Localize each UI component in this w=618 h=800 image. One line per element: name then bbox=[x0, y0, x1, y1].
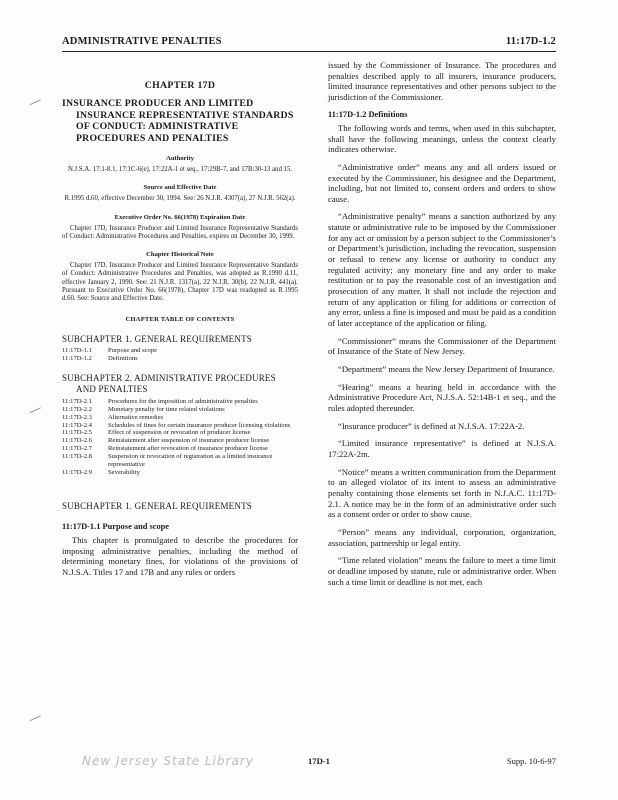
toc-entry bbox=[62, 437, 298, 445]
toc-entry bbox=[62, 469, 298, 477]
body-paragraph: “Administrative penalty” means a sanction authorized by any statute or administrative rule to be imposed by the Commissioner for any act or omission by a person subject to the Commissioner’s or Department’s jurisdiction, including the revocation, suspension or refusal to renew any license or authority to conduct any regulated activity; any monetary fine and any order to make restitution or to pay the reasonable cost of an investigation and prosecution of any matter. It shall not include the rejection and return of any application or filing for additions or correction of any error, unless a fine is imposed and must be paid as a condition of later acceptance of the application or filing. bbox=[328, 211, 556, 329]
body-paragraph: “Commissioner” means the Commissioner of the Department of Insurance of the State of New Jersey. bbox=[328, 335, 556, 357]
rule-1-1-heading: 11:17D-1.1 Purpose and scope bbox=[62, 521, 170, 531]
chapter-title: INSURANCE PRODUCER AND LIMITED INSURANCE REPRESENTATIVE STANDARDS OF CONDUCT: ADMINISTRATIVE PROCEDURES AND PENALTIES bbox=[62, 97, 294, 145]
header-section-number: 11:17D-1.2 bbox=[505, 36, 556, 47]
exec-order-body: Chapter 17D, Insurance Producer and Limited Insurance Representative Standards of Conduct: Administrative Procedures and Penalties, expires on December 30, 1999. bbox=[62, 224, 298, 240]
body-paragraph: “Administrative order” means any and all orders issued or executed by the Commissioner, his designee and the Department, including, but not limited to, consent orders and orders to show cause. bbox=[328, 161, 556, 204]
header-title: ADMINISTRATIVE PENALTIES bbox=[62, 36, 222, 47]
toc-entry-title: Purpose and scope bbox=[108, 347, 158, 355]
toc-entry-title: Schedules of fines for certain insurance producer licensing violations bbox=[108, 421, 291, 429]
toc-entry-title: Reinstatement after revocation of insurance producer license bbox=[108, 445, 269, 453]
margin-mark bbox=[27, 94, 41, 105]
toc-entry-number: 11:17D-1.1 bbox=[62, 347, 92, 355]
source-body: R.1995 d.60, effective December 30, 1994. See: 26 N.J.R. 4307(a), 27 N.J.R. 562(a). bbox=[64, 195, 296, 203]
body-paragraph: “Notice” means a written communication from the Department to an alleged violator of its intent to assess an administrative penalty containing those elements set forth in N.J.A.C. 11:17D-2.1. A notice may be in the form of an administrative order such as a consent order or order to show cause. bbox=[328, 466, 556, 520]
toc-entry-title: Definitions bbox=[108, 355, 138, 363]
body-paragraph: “Insurance producer” is defined at N.J.S.A. 17:22A-2. bbox=[338, 420, 525, 431]
toc-subchapter-1-list bbox=[62, 347, 298, 363]
authority-body: N.J.S.A. 17:1-8.1, 17:1C-6(e), 17:22A-1 et seq., 17:29B-7, and 17B:30-13 and 15. bbox=[67, 165, 293, 173]
toc-entry-number: 11:17D-2.7 bbox=[62, 445, 92, 453]
toc-entry-title: Severability bbox=[108, 468, 140, 476]
toc-entry-number: 11:17D-2.3 bbox=[62, 413, 92, 421]
toc-subchapter-2-heading-line2: AND PENALTIES bbox=[76, 384, 148, 395]
chapter-number: CHAPTER 17D bbox=[144, 80, 216, 91]
toc-entry bbox=[62, 445, 298, 453]
toc-subchapter-1-heading: SUBCHAPTER 1. GENERAL REQUIREMENTS bbox=[62, 333, 252, 344]
right-column bbox=[328, 60, 556, 594]
body-paragraph: issued by the Commissioner of Insurance. The procedures and penalties described apply to all insurers, insurance producers, limited insurance representatives and other persons subject to the jurisdiction of the Commissioner. bbox=[328, 60, 556, 102]
toc-entry bbox=[62, 398, 298, 406]
right-top-paragraphs bbox=[328, 60, 556, 103]
supplement-date: Supp. 10-6-97 bbox=[506, 756, 556, 766]
page-number: 17D-1 bbox=[308, 756, 330, 766]
toc-subchapter-2-heading-line1: SUBCHAPTER 2. ADMINISTRATIVE PROCEDURES bbox=[62, 373, 276, 384]
toc-entry-title: Alternative remedies bbox=[108, 413, 164, 421]
toc-entry-number: 11:17D-2.5 bbox=[62, 429, 92, 437]
definitions-paragraphs bbox=[328, 123, 556, 587]
toc-heading: CHAPTER TABLE OF CONTENTS bbox=[125, 315, 235, 323]
rule-1-2-heading: 11:17D-1.2 Definitions bbox=[328, 109, 408, 119]
historical-note-heading: Chapter Historical Note bbox=[146, 251, 214, 259]
historical-note-body: Chapter 17D, Insurance Producer and Limited Insurance Representative Standards of Conduct: Administrative Procedures and Penalties, was adopted as R.1990 d.11, effective January 2, 1990. See: 21 N.J.R. 1317(a), 22 N.J.R. 30(b), 22 N.J.R. 441(a). Pursuant to Executive Order No. 66(1978), Chapter 17D was readopted as R.1995 d.60. See: Source and Effective Date. bbox=[62, 262, 298, 303]
toc-entry-number: 11:17D-2.6 bbox=[62, 437, 92, 445]
margin-mark bbox=[27, 402, 41, 413]
toc-entry bbox=[62, 422, 298, 430]
toc-entry-number: 11:17D-2.8 bbox=[62, 453, 92, 461]
library-watermark: New Jersey State Library bbox=[82, 754, 254, 768]
authority-heading: Authority bbox=[166, 154, 194, 162]
toc-entry-title: Effect of suspension or revocation of producer license bbox=[108, 429, 251, 437]
toc-entry-number: 11:17D-2.1 bbox=[62, 397, 92, 405]
toc-entry-title: Procedures for the imposition of administrative penalties bbox=[108, 397, 258, 405]
toc-entry-number: 11:17D-1.2 bbox=[62, 355, 92, 363]
toc-subchapter-2-list bbox=[62, 398, 298, 477]
body-paragraph: “Limited insurance representative” is defined at N.J.S.A. 17:22A-2m. bbox=[328, 438, 556, 459]
toc-entry bbox=[62, 355, 298, 363]
exec-order-heading: Executive Order No. 66(1978) Expiration Date bbox=[114, 213, 246, 221]
margin-mark bbox=[27, 710, 41, 721]
toc-entry bbox=[62, 406, 298, 414]
body-paragraph: The following words and terms, when used in this subchapter, shall have the following meanings, unless the context clearly indicates otherwise. bbox=[328, 122, 556, 155]
running-header bbox=[62, 36, 556, 52]
toc-entry-title: Suspension or revocation of registration as a limited insurance representative bbox=[108, 453, 273, 469]
toc-entry-number: 11:17D-2.2 bbox=[62, 405, 92, 413]
source-heading: Source and Effective Date bbox=[143, 184, 217, 192]
toc-entry bbox=[62, 347, 298, 355]
body-paragraph: “Hearing” means a hearing held in accordance with the Administrative Procedure Act, N.J.S.A. 52:14B-1 et seq., and the rules adopted thereunder. bbox=[328, 381, 556, 413]
toc-entry-number: 11:17D-2.4 bbox=[62, 421, 92, 429]
toc-entry-title: Monetary penalty for time related violations bbox=[108, 405, 225, 413]
body-paragraph: “Department” means the New Jersey Department of Insurance. bbox=[338, 364, 555, 374]
toc-entry bbox=[62, 453, 298, 469]
page-footer bbox=[62, 756, 556, 770]
rule-1-1-paragraph: This chapter is promulgated to describe the procedures for imposing administrative penalties, including the method of determining monetary fines, for violations of the provisions of N.J.S.A. Titles 17 and 17B and any rules or orders bbox=[62, 535, 298, 578]
body-paragraph: “Person” means any individual, corporation, organization, association, partnership or legal entity. bbox=[328, 526, 556, 548]
subchapter-1-heading: SUBCHAPTER 1. GENERAL REQUIREMENTS bbox=[62, 500, 252, 511]
toc-entry-number: 11:17D-2.9 bbox=[62, 468, 92, 476]
toc-entry bbox=[62, 414, 298, 422]
toc-entry-title: Reinstatement after suspension of insurance producer license bbox=[108, 437, 270, 445]
body-paragraph: “Time related violation” means the failure to meet a time limit or deadline imposed by statute, rule or administrative order. When such a time limit or deadline is not met, each bbox=[328, 555, 556, 587]
left-column bbox=[62, 60, 298, 585]
toc-subchapter-2-heading bbox=[62, 373, 298, 395]
toc-entry bbox=[62, 429, 298, 437]
